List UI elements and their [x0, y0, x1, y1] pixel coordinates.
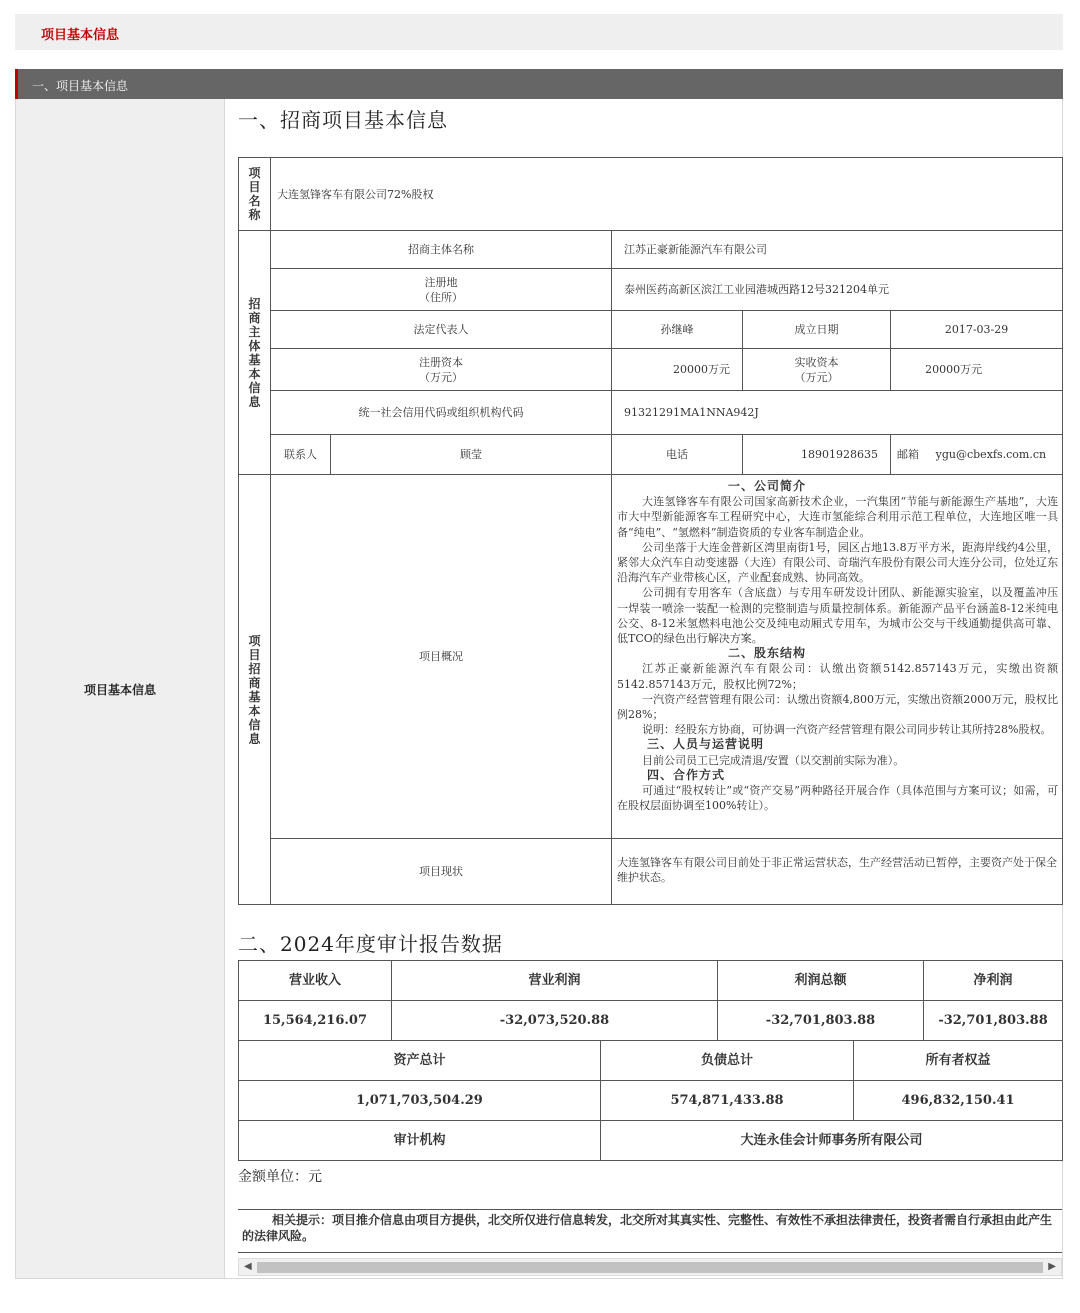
scroll-right-icon[interactable]: ▶ — [1048, 1261, 1056, 1272]
legal-notice: 相关提示：项目推介信息由项目方提供，北交所仅进行信息转发，北交所对其真实性、完整性、有效性不承担法律责任，投资者需自行承担由此产生的法律风险。 — [238, 1209, 1062, 1253]
founded-label: 成立日期 — [743, 311, 891, 349]
equity-label: 所有者权益 — [854, 1041, 1063, 1081]
status-label: 项目现状 — [271, 839, 612, 905]
sidebar-label: 项目基本信息 — [83, 683, 156, 697]
overview-label: 项目概况 — [271, 475, 612, 839]
total-profit-value: -32,701,803.88 — [718, 1001, 924, 1041]
subject-name-label: 招商主体名称 — [271, 231, 612, 269]
subject-name: 江苏正豪新能源汽车有限公司 — [612, 231, 1063, 269]
revenue-value: 15,564,216.07 — [239, 1001, 392, 1041]
op-profit-value: -32,073,520.88 — [392, 1001, 718, 1041]
subject-label: 招商主体基本信息 — [239, 231, 271, 475]
auditor-value: 大连永佳会计师事务所有限公司 — [601, 1121, 1063, 1161]
project-info-table — [238, 157, 1063, 905]
page-title: 项目基本信息 — [41, 28, 120, 43]
phone-label: 电话 — [612, 435, 743, 475]
scrollbar-thumb[interactable] — [257, 1262, 1043, 1273]
address: 泰州医药高新区滨江工业园港城西路12号321204单元 — [612, 269, 1063, 311]
op-profit-label: 营业利润 — [392, 961, 718, 1001]
overview-text: 一、公司简介 大连氢锋客车有限公司国家高新技术企业，一汽集团“节能与新能源生产基地”，大连市大中型新能源客车工程研究中心，大连市氢能综合利用示范工程单位，大连地区唯一具备“纯电”、“氢燃料”制造资质的专业客车制造企业。 公司坐落于大连金普新区湾里南街1号，园区占地13.8万平方米，距海岸线约4公里，紧邻大众汽车自动变速器（大连）有限公司、奇瑞汽车股份有限公司大连分公司，位处辽东沿海汽车产业带核心区，产业配套成熟、协同高效。 公司拥有专用客车（含底盘）与专用车研发设计团队、新能源实验室，以及覆盖冲压一焊装一喷涂一装配一检测的完整制造与质量控制体系。新能源产品平台涵盖8-12米纯电公交、8-12米氢燃料电池公交及纯电动厢式专用车，为城市公交与干线通勤提供高可靠、低TCO的绿色出行解决方案。 二、股东结构 江苏正豪新能源汽车有限公司：认缴出资额5142.857143万元，实缴出资额5142.857143万元，股权比例72%； 一汽资产经营管理有限公司：认缴出资额4,800万元，实缴出资额2000万元，股权比例28%； 说明：经股东方协商，可协调一汽资产经营管理有限公司同步转让其所持28%股权。 三、人员与运营说明 目前公司员工已完成清退/安置（以交割前实际为准）。 四、合作方式 可通过“股权转让”或“资产交易”两种路径开展合作（具体范围与方案可议；如需，可在股权层面协调至100%转让）。 — [612, 475, 1063, 839]
section-header — [15, 69, 1063, 99]
table-row — [239, 349, 1063, 391]
table-row — [239, 231, 1063, 269]
info-label: 项目招商基本信息 — [239, 475, 271, 905]
scroll-left-icon[interactable]: ◀ — [244, 1261, 252, 1272]
table-row — [239, 475, 1063, 839]
founded: 2017-03-29 — [891, 311, 1063, 349]
contact: 顾莹 — [331, 435, 612, 475]
table-row — [239, 1121, 1063, 1161]
liabilities-label: 负债总计 — [601, 1041, 854, 1081]
assets-label: 资产总计 — [239, 1041, 601, 1081]
sidebar — [15, 99, 225, 1279]
project-name-label: 项目名称 — [239, 158, 271, 231]
legal-rep: 孙继峰 — [612, 311, 743, 349]
total-profit-label: 利润总额 — [718, 961, 924, 1001]
page-header — [15, 14, 1063, 50]
part2-title: 二、2024年度审计报告数据 — [238, 932, 503, 956]
status-text: 大连氢锋客车有限公司目前处于非正常运营状态，生产经营活动已暂停，主要资产处于保全维护状态。 — [612, 839, 1063, 905]
table-row — [239, 269, 1063, 311]
part1-title: 一、招商项目基本信息 — [238, 108, 448, 132]
reg-capital-label: 注册资本 （万元） — [271, 349, 612, 391]
section-title: 一、项目基本信息 — [32, 79, 129, 93]
net-profit-value: -32,701,803.88 — [924, 1001, 1063, 1041]
credit-code-label: 统一社会信用代码或组织机构代码 — [271, 391, 612, 435]
legal-rep-label: 法定代表人 — [271, 311, 612, 349]
table-row — [239, 391, 1063, 435]
project-name: 大连氢锋客车有限公司72%股权 — [271, 158, 1063, 231]
table-row — [239, 311, 1063, 349]
table-row — [239, 1041, 1063, 1081]
paid-capital-label: 实收资本 （万元） — [743, 349, 891, 391]
paid-capital: 20000万元 — [891, 349, 1063, 391]
table-row — [239, 1081, 1063, 1121]
reg-capital: 20000万元 — [612, 349, 743, 391]
credit-code: 91321291MA1NNA942J — [612, 391, 1063, 435]
amount-unit: 金额单位：元 — [238, 1169, 322, 1185]
revenue-label: 营业收入 — [239, 961, 392, 1001]
horizontal-scrollbar[interactable] — [238, 1258, 1062, 1276]
email: 邮箱 ygu@cbexfs.com.cn — [891, 435, 1063, 475]
phone: 18901928635 — [743, 435, 891, 475]
table-row — [239, 839, 1063, 905]
table-row — [239, 961, 1063, 1001]
address-label: 注册地 （住所） — [271, 269, 612, 311]
liabilities-value: 574,871,433.88 — [601, 1081, 854, 1121]
audit-table — [238, 960, 1063, 1161]
net-profit-label: 净利润 — [924, 961, 1063, 1001]
assets-value: 1,071,703,504.29 — [239, 1081, 601, 1121]
table-row — [239, 1001, 1063, 1041]
table-row — [239, 435, 1063, 475]
table-row — [239, 158, 1063, 231]
auditor-label: 审计机构 — [239, 1121, 601, 1161]
equity-value: 496,832,150.41 — [854, 1081, 1063, 1121]
contact-label: 联系人 — [271, 435, 331, 475]
